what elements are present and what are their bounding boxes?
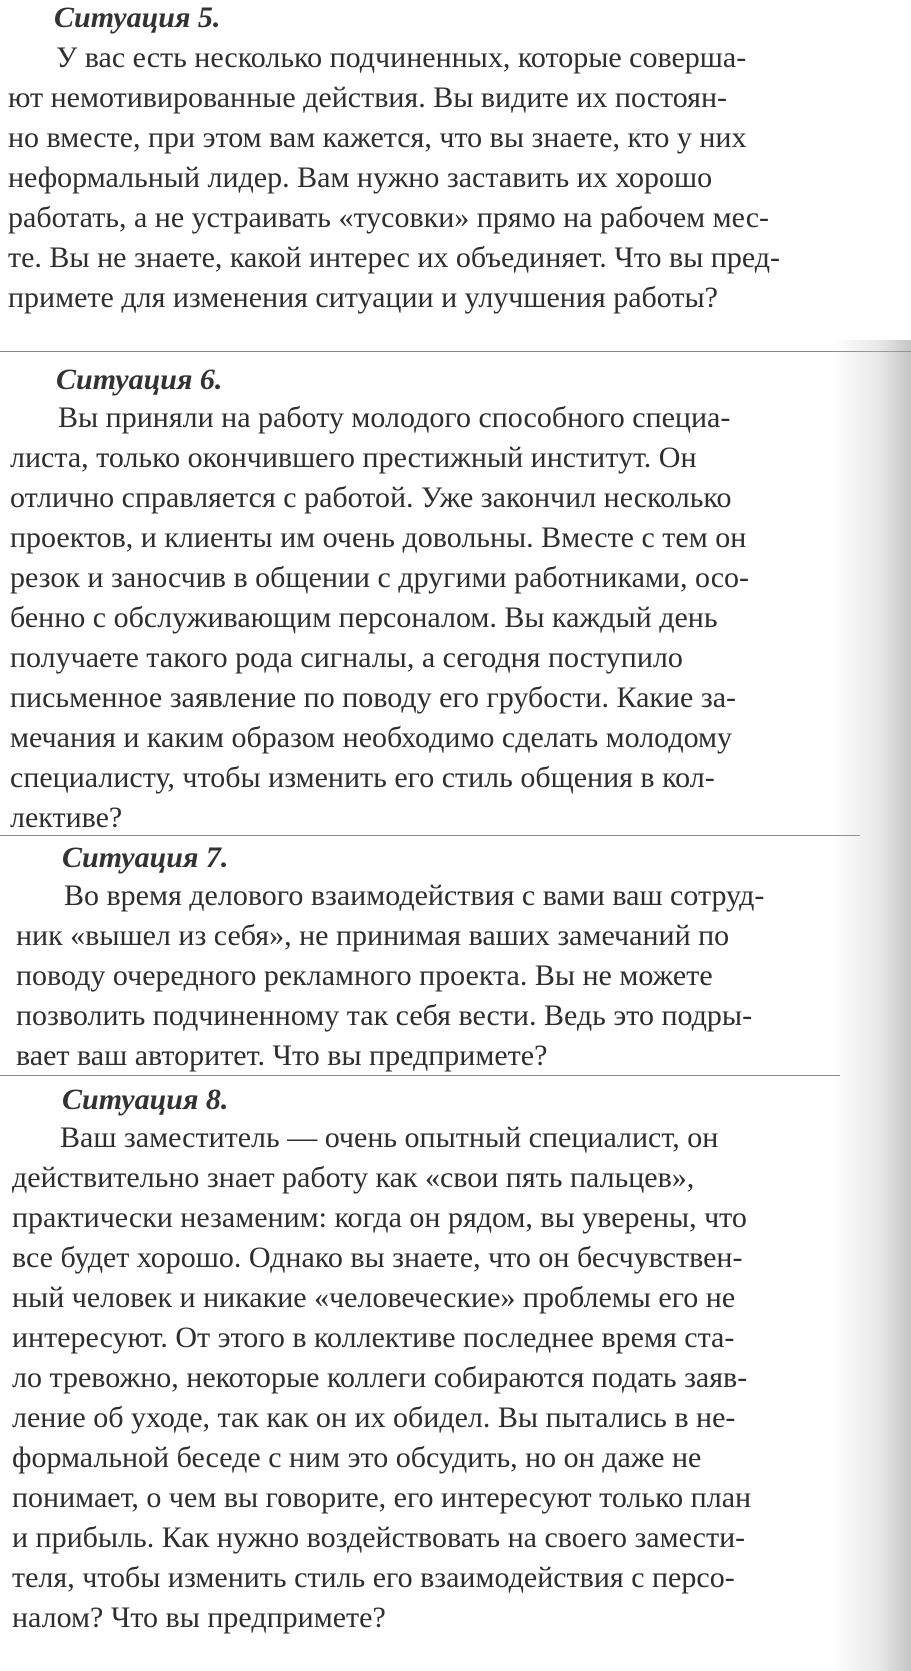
text-line: неформальный лидер. Вам нужно заставить их хорошо <box>8 161 713 194</box>
text-line: вает ваш авторитет. Что вы предпримете? <box>16 1039 548 1072</box>
text-line: ный человек и никакие «человеческие» проблемы его не <box>12 1281 736 1314</box>
situation-text <box>16 876 911 1076</box>
text-line: получаете такого рода сигналы, а сегодня поступило <box>10 641 683 674</box>
situation-title: Ситуация 6. <box>56 363 223 396</box>
text-line: те. Вы не знаете, какой интерес их объединяет. Что вы пред- <box>8 241 780 274</box>
text-line: проектов, и клиенты им очень довольны. Вместе с тем он <box>10 521 747 554</box>
text-line: поводу очередного рекламного проекта. Вы не можете <box>16 959 713 992</box>
text-line: все будет хорошо. Однако вы знаете, что он бесчувствен- <box>12 1241 743 1274</box>
situation-8-clipping <box>0 1076 911 1671</box>
text-line: ют немотивированные действия. Вы видите их постоян- <box>8 81 728 114</box>
text-line: отлично справляется с работой. Уже закончил несколько <box>10 481 732 514</box>
text-line: но вместе, при этом вам кажется, что вы знаете, кто у них <box>8 121 747 154</box>
text-line: листа, только окончившего престижный институт. Он <box>10 441 697 474</box>
situation-7-clipping <box>0 836 911 1074</box>
situation-5-clipping <box>0 0 911 350</box>
text-line: специалисту, чтобы изменить его стиль общения в кол- <box>10 761 715 794</box>
situation-title: Ситуация 5. <box>54 1 221 34</box>
situation-title: Ситуация 7. <box>62 841 229 874</box>
text-line: интересуют. От этого в коллективе последнее время ста- <box>12 1321 735 1354</box>
text-line: действительно знает работу как «свои пять пальцев», <box>12 1161 695 1194</box>
text-line: понимает, о чем вы говорите, его интересуют только план <box>12 1481 752 1514</box>
situation-title: Ситуация 8. <box>62 1083 229 1116</box>
text-line: бенно с обслуживающим персоналом. Вы каждый день <box>10 601 718 634</box>
text-line: Ваш заместитель — очень опытный специалист, он <box>60 1121 719 1154</box>
text-line: ник «вышел из себя», не принимая ваших замечаний по <box>16 919 730 952</box>
text-line: ление об уходе, так как он их обидел. Вы пытались в не- <box>12 1401 736 1434</box>
text-line: работать, а не устраивать «тусовки» прямо на рабочем мес- <box>8 201 770 234</box>
situation-6-clipping <box>0 352 911 834</box>
text-line: Вы приняли на работу молодого способного специа- <box>58 401 731 434</box>
text-line: и прибыль. Как нужно воздействовать на своего замести- <box>12 1521 746 1554</box>
situation-text <box>12 1118 911 1638</box>
text-line: позволить подчиненному так себя вести. Ведь это подры- <box>16 999 753 1032</box>
situation-text <box>8 38 911 318</box>
text-line: письменное заявление по поводу его грубости. Какие за- <box>10 681 737 714</box>
text-line: резок и заносчив в общении с другими работниками, осо- <box>10 561 749 594</box>
text-line: формальной беседе с ним это обсудить, но он даже не <box>12 1441 702 1474</box>
situation-text <box>10 398 911 838</box>
text-line: практически незаменим: когда он рядом, вы уверены, что <box>12 1201 747 1234</box>
text-line: Во время делового взаимодействия с вами ваш сотруд- <box>64 879 765 912</box>
text-line: ло тревожно, некоторые коллеги собираются подать заяв- <box>12 1361 748 1394</box>
text-line: У вас есть несколько подчиненных, которые соверша- <box>56 41 747 74</box>
text-line: теля, чтобы изменить стиль его взаимодействия с персо- <box>12 1561 735 1594</box>
text-line: налом? Что вы предпримете? <box>12 1601 386 1634</box>
text-line: примете для изменения ситуации и улучшения работы? <box>8 281 718 314</box>
text-line: лективе? <box>10 801 123 834</box>
text-line: мечания и каким образом необходимо сделать молодому <box>10 721 732 754</box>
